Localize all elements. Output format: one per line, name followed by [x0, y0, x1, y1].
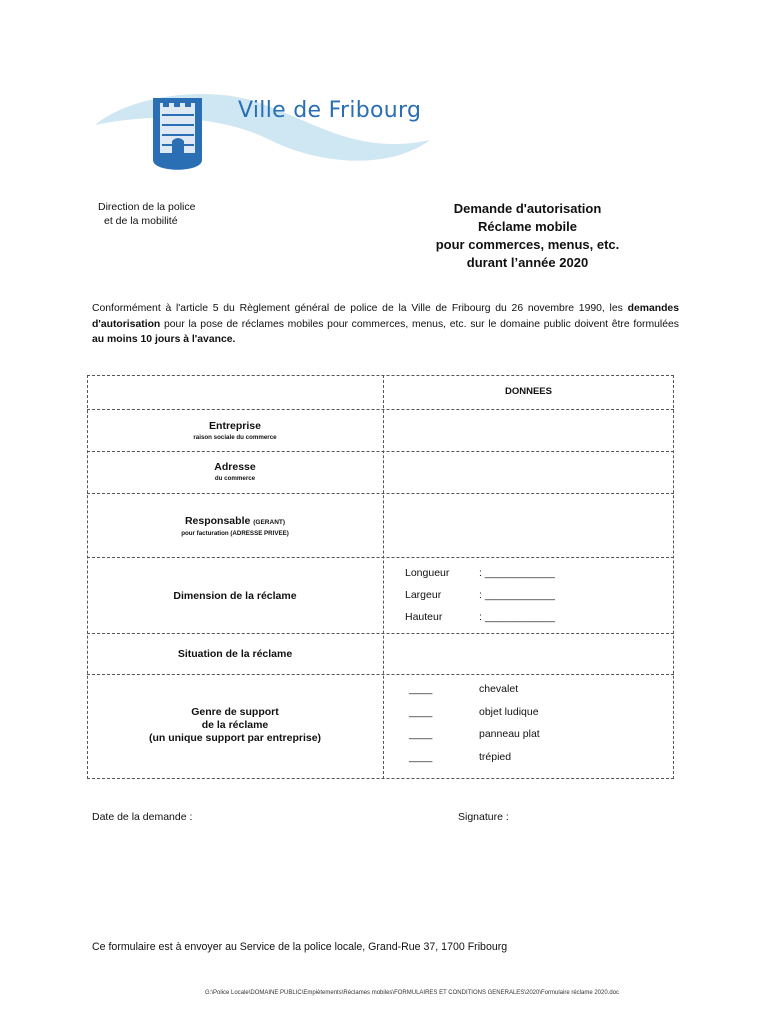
responsable-tag: (GERANT)	[253, 519, 286, 526]
dimension-label: Dimension de la réclame	[173, 590, 297, 602]
entreprise-sub: raison sociale du commerce	[193, 434, 277, 441]
intro-paragraph	[92, 301, 679, 348]
title-line2: Réclame mobile	[478, 219, 577, 234]
intro-bold2: au moins 10 jours à l'avance.	[92, 334, 236, 345]
intro-part2: pour la pose de réclames mobiles pour commerces, menus, etc. sur le domaine public doivent être formulées	[160, 318, 679, 330]
file-path: G:\Police Locale\DOMAINE PUBLIC\Empiètements\Réclames mobiles\FORMULAIRES ET CONDITIONS GENERALES\2020\Formulaire réclame 2020.doc	[205, 990, 620, 996]
adresse-label: Adresse	[214, 461, 256, 473]
support-name-trepied: trépied	[479, 751, 512, 763]
column-header: DONNEES	[505, 386, 552, 397]
adresse-sub: du commerce	[214, 475, 256, 482]
dimension-blank-longueur[interactable]: : ____________	[479, 567, 555, 579]
dimension-name-hauteur: Hauteur	[405, 611, 443, 623]
department	[98, 200, 195, 228]
row-divider	[87, 674, 674, 675]
intro-bold1: demandes d'autorisation	[92, 303, 679, 330]
row-divider	[87, 409, 674, 410]
genre-label-cell	[87, 706, 383, 745]
row-divider	[87, 493, 674, 494]
dimension-label-cell	[87, 590, 383, 603]
responsable-label-cell	[87, 515, 383, 538]
department-line1: Direction de la police	[98, 201, 196, 213]
genre-line1: Genre de support	[191, 706, 279, 718]
support-name-chevalet: chevalet	[479, 683, 519, 695]
genre-line2: de la réclame	[201, 719, 269, 731]
situation-input[interactable]	[387, 637, 670, 671]
entreprise-label-cell	[87, 420, 383, 442]
logo-text: Ville de Fribourg	[238, 98, 422, 123]
department-line2: et de la mobilité	[104, 215, 178, 227]
adresse-input[interactable]	[387, 455, 670, 491]
dimension-name-longueur: Longueur	[405, 567, 450, 579]
title-line1: Demande d'autorisation	[453, 201, 602, 216]
row-divider	[87, 451, 674, 452]
responsable-input[interactable]	[387, 497, 670, 555]
row-divider	[87, 633, 674, 634]
column-divider	[383, 375, 384, 779]
support-blank-objet-ludique[interactable]: ____	[409, 706, 433, 718]
responsable-label: Responsable	[184, 515, 251, 527]
entreprise-label: Entreprise	[209, 420, 261, 432]
support-blank-chevalet[interactable]: ____	[409, 683, 433, 695]
support-name-objet-ludique: objet ludique	[479, 706, 539, 718]
situation-label: Situation de la réclame	[177, 648, 293, 660]
tower-shield-icon	[153, 98, 202, 170]
dimension-name-largeur: Largeur	[405, 589, 442, 601]
dimension-blank-largeur[interactable]: : ____________	[479, 589, 555, 601]
signature-label: Signature :	[458, 811, 509, 823]
document-title	[420, 200, 635, 272]
form-table	[87, 375, 674, 779]
title-line4: durant l’année 2020	[466, 255, 589, 270]
situation-label-cell	[87, 648, 383, 661]
support-name-panneau-plat: panneau plat	[479, 728, 540, 740]
responsable-sub: pour facturation (ADRESSE PRIVEE)	[181, 530, 289, 537]
date-label: Date de la demande :	[92, 811, 193, 823]
send-note: Ce formulaire est à envoyer au Service de la police locale, Grand-Rue 37, 1700 Fribourg	[92, 941, 508, 953]
adresse-label-cell	[87, 461, 383, 483]
genre-line3: (un unique support par entreprise)	[148, 732, 322, 744]
dimension-blank-hauteur[interactable]: : ____________	[479, 611, 555, 623]
support-blank-trepied[interactable]: ____	[409, 751, 433, 763]
title-line3: pour commerces, menus, etc.	[435, 237, 620, 252]
entreprise-input[interactable]	[387, 413, 670, 449]
support-blank-panneau-plat[interactable]: ____	[409, 728, 433, 740]
intro-part1: Conformément à l'article 5 du Règlement général de police de la Ville de Fribourg du 26 novembre 1990, les	[92, 303, 628, 314]
row-divider	[87, 557, 674, 558]
